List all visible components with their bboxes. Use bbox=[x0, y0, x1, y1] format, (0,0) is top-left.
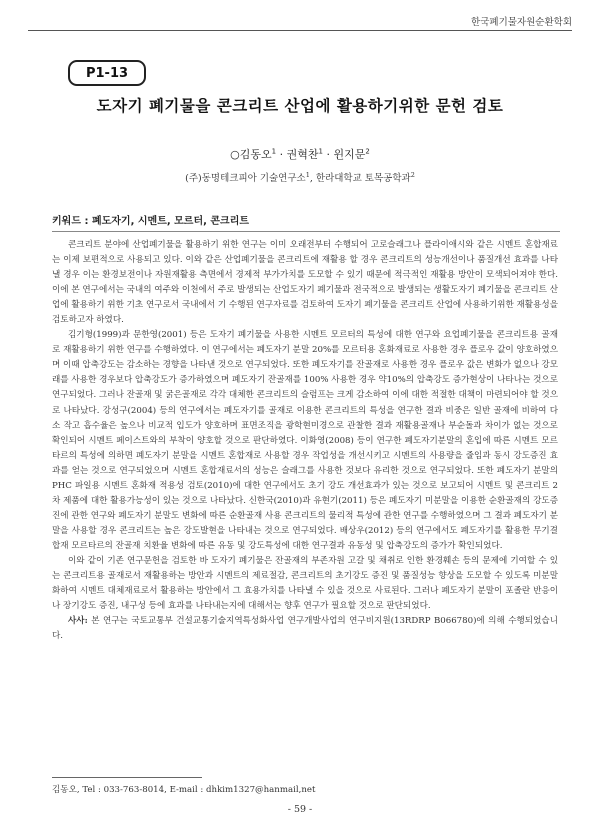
acknowledgement-label: 사사: bbox=[68, 616, 88, 627]
affiliation-mark: 1 bbox=[305, 170, 310, 179]
author-separator: · bbox=[276, 148, 287, 161]
footnote-divider bbox=[52, 777, 202, 778]
author-name: 윈지문$^2$ bbox=[333, 147, 370, 161]
keywords-label: 키워드 : bbox=[52, 216, 89, 227]
author-separator: · bbox=[322, 148, 334, 161]
author-affiliation-mark: 1 bbox=[271, 147, 277, 156]
affiliation-name: (주)동명테크피아 기술연구소$^1$ bbox=[185, 170, 310, 184]
keywords-value: 폐도자기, 시멘트, 모르터, 콘크리트 bbox=[91, 216, 250, 227]
society-name: 한국폐기물자원순환학회 bbox=[471, 17, 572, 28]
paragraph: 이와 같이 기존 연구문헌을 검토한 바 도자기 폐기물은 잔골재의 부존자원 고갈 및 채취로 인한 환경훼손 등의 문제에 기여할 수 있는 콘크리트용 골재로서 재활용하는 방안과 시멘트의 제료절감, 콘크리트의 초기강도 증진 및 품질성능 향상을 도모할 수 있도록 미분말화하여 시멘트 대체재료로서 활용하는 방안에서 그 효용가치를 나타낼 수 있을 것으로 사료된다. 그러나 폐도자기 분말이 포졸란 반응이나 장기강도 증진, 내구성 등에 효과를 나타내는지에 대해서는 향후 연구가 필요할 것으로 판단되었다. bbox=[52, 555, 558, 612]
affiliation-line bbox=[0, 170, 600, 184]
abstract-body bbox=[52, 238, 558, 644]
paragraph: 김기형(1999)과 문한영(2001) 등은 도자기 폐기물을 사용한 시멘트 모르터의 특성에 대한 연구와 요업폐기물을 콘크리트용 골재로 재활용하기 위한 연구를 수행하였다. 이 연구에서는 폐도자기 분말 20%를 모르터용 혼화재료로 사용한 경우 플로우 값이 양호하였으며 이때 압축강도는 감소하는 경향을 나타낸 것으로 연구되었다. 또한 폐도자기를 잔골재로 사용한 경우 플로우 값은 변화가 없으나 강모래를 사용한 경우보다 압축강도가 증가하였으며 폐도자기 잔골재를 100% 사용한 경우 약10%의 압축강도 증가현상이 나타나는 것으로 연구되었다. 그러나 잔골재 및 굵은골재로 각각 대체한 콘크리트의 슬럼프는 크게 감소하여 이에 대한 적절한 대책이 마련되어야 할 것으로 나타났다. 강성구(2004) 등의 연구에서는 폐도자기를 골재로 이용한 콘크리트의 특성을 연구한 결과 비중은 일반 골재에 비하여 다소 작고 흡수율은 높으나 비교적 입도가 양호하며 표면조직을 광학현미경으로 관찰한 결과 재활용골재나 부순돌과 차이가 없는 것으로 확인되어 시멘트 페이스트와의 부착이 양호할 것으로 판단하였다. 이화영(2008) 등이 연구한 폐도자기분말의 혼입에 따른 시멘트 모르타르의 특성에 의하면 폐도자기 분말을 시멘트 혼합재로 사용할 경우 작업성을 개선시키고 시멘트의 사용량을 줄임과 동시 강도증진 효과를 얻는 것으로 연구되었으며 시멘트 혼합재료서의 성능은 슬래그를 사용한 것보다 유리한 것으로 연구되었다. 또한 폐도자기 분말의 PHC 파일용 시멘트 혼화재 적용성 검토(2010)에 대한 연구에서도 초기 강도 개선효과가 있는 것으로 보고되어 시멘트 및 콘크리트 2차 제품에 대한 활용가능성이 있는 것으로 나타났다. 신한국(2010)과 유현기(2011) 등은 폐도자기 미분말을 이용한 순환골재의 강도증진에 관한 연구와 폐도자기 분말도 변화에 따른 순환골재 사용 콘크리트의 물리적 특성에 관한 연구를 수행하였으며 그 결과 폐도자기 분말을 사용할 경우 콘크리트는 높은 강도발현을 나타내는 것으로 연구되었다. 배상우(2012) 등의 연구에서도 폐도자기를 활용한 무기결합재 모르타르의 잔골재 치환율 변화에 따른 유동 및 강도특성에 대한 연구결과 유동성 및 압축강도의 증가가 확인되었다. bbox=[52, 330, 558, 551]
keywords-line bbox=[52, 212, 249, 227]
acknowledgement-text: 본 연구는 국토교통부 건설교통기술지역특성화사업 연구개발사업의 연구비지원(13RDRP B066780)에 의해 수행되었습니다. bbox=[52, 616, 558, 642]
affiliation-mark: 2 bbox=[410, 170, 415, 179]
author-affiliation-mark: 1 bbox=[318, 147, 323, 156]
page-number: - 59 - bbox=[287, 804, 313, 815]
paragraph: 콘크리트 분야에 산업폐기물을 활용하기 위한 연구는 이미 오래전부터 수행되어 고로슬래그나 플라이애시와 같은 시멘트 혼합재료는 이제 보편적으로 사용되고 있다. 이와 같은 산업폐기물을 콘크리트에 재활용 할 경우 콘크리트의 성능개선이나 품질개선 효과를 나타낼 경우 이는 환경보전이나 자원재활용 측면에서 경제적 부가가치를 도모할 수 있기 때문에 적극적인 재활용 방안이 모색되어져야 한다. 이에 본 연구에서는 국내의 여주와 이천에서 주로 발생되는 산업도자기 폐기물과 전국적으로 발생되는 생활도자기 폐기물을 콘크리트 산업에 활용하기 위한 기초 연구로서 국내에서 기 수행된 연구자료를 검토하여 도자기 폐기물을 콘크리트 산업에 사용하기위한 재활용성을 검토하고자 하였다. bbox=[52, 240, 558, 326]
paper-title: 도자기 폐기물을 콘크리트 산업에 활용하기위한 문헌 검토 bbox=[96, 97, 504, 115]
contact-footnote: 김동오, Tel : 033-763-8014, E-mail : dhkim1327@hanmail,net bbox=[52, 785, 316, 795]
author-affiliation-mark: 2 bbox=[365, 147, 370, 156]
affiliation-separator: , bbox=[309, 173, 316, 184]
paper-code-badge: P1-13 bbox=[68, 60, 146, 86]
author-list bbox=[0, 146, 600, 162]
header-divider bbox=[28, 30, 572, 31]
keywords-divider bbox=[52, 231, 560, 232]
acknowledgement bbox=[52, 614, 558, 644]
author-name: 권혁찬$^1$ bbox=[286, 147, 323, 161]
author-name: ○김동오$^1$ bbox=[230, 147, 277, 161]
affiliation-name: 한라대학교 토목공학과$^2$ bbox=[315, 170, 415, 184]
